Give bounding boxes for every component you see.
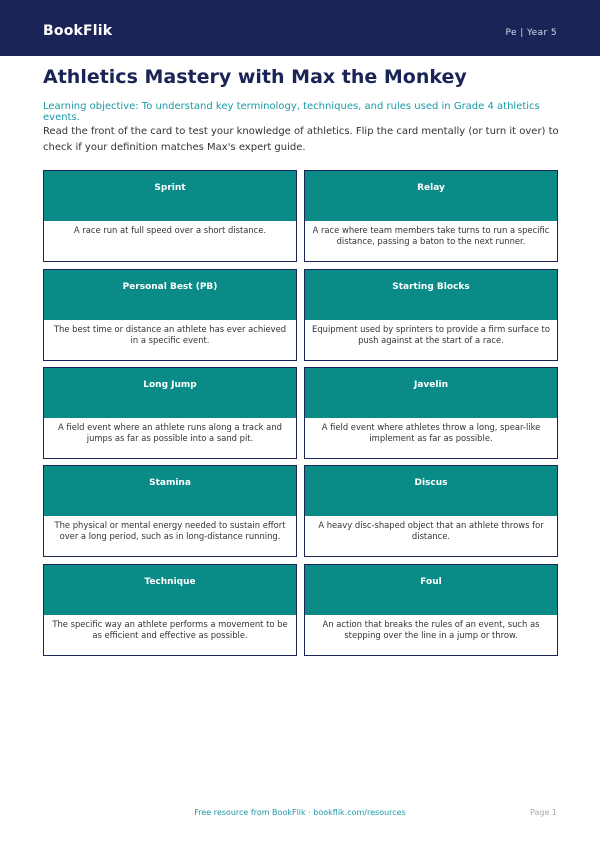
flashcard-personal-best[interactable] (43, 269, 297, 361)
card-term: Starting Blocks (305, 270, 557, 320)
card-term: Foul (305, 565, 557, 615)
card-definition: A field event where an athlete runs along a track and jumps as far as possible into a sand pit. (58, 422, 282, 444)
card-term: Stamina (44, 466, 296, 516)
top-header-bar (0, 0, 600, 56)
flashcard-technique[interactable] (43, 564, 297, 656)
card-definition: A heavy disc-shaped object that an athlete throws for distance. (318, 520, 544, 542)
subject-year-label: Pe | Year 5 (505, 28, 557, 38)
card-term: Technique (44, 565, 296, 615)
intro-text: Read the front of the card to test your knowledge of athletics. Flip the card mentally (or turn it over) to check if your definition matches Max's expert guide. (43, 126, 559, 153)
page-number: Page 1 (530, 808, 557, 817)
card-definition: A field event where athletes throw a long, spear-like implement as far as possible. (321, 422, 541, 444)
card-term: Long Jump (44, 368, 296, 418)
card-term: Javelin (305, 368, 557, 418)
brand-logo-text[interactable]: BookFlik (43, 23, 113, 39)
footer-resource-link[interactable]: Free resource from BookFlik · bookflik.com/resources (194, 808, 406, 817)
card-term: Discus (305, 466, 557, 516)
page-title: Athletics Mastery with Max the Monkey (43, 66, 467, 88)
card-definition: The specific way an athlete performs a movement to be as efficient and effective as possible. (52, 619, 288, 641)
flashcard-stamina[interactable] (43, 465, 297, 557)
card-definition: An action that breaks the rules of an event, such as stepping over the line in a jump or throw. (322, 619, 540, 641)
card-definition: The best time or distance an athlete has ever achieved in a specific event. (53, 324, 287, 346)
card-term: Sprint (44, 171, 296, 221)
card-definition: Equipment used by sprinters to provide a firm surface to push against at the start of a race. (312, 324, 550, 346)
flashcard-starting-blocks[interactable] (304, 269, 558, 361)
flashcard-long-jump[interactable] (43, 367, 297, 459)
card-definition: A race run at full speed over a short distance. (73, 225, 267, 235)
flashcard-sprint[interactable] (43, 170, 297, 262)
card-term: Personal Best (PB) (44, 270, 296, 320)
flashcard-relay[interactable] (304, 170, 558, 262)
card-term: Relay (305, 171, 557, 221)
card-definition: The physical or mental energy needed to sustain effort over a long period, such as in long-distance running. (54, 520, 286, 542)
card-definition: A race where team members take turns to run a specific distance, passing a baton to the next runner. (312, 225, 550, 247)
learning-objective: Learning objective: To understand key terminology, techniques, and rules used in Grade 4 athletics events. (43, 101, 540, 123)
flashcard-foul[interactable] (304, 564, 558, 656)
flashcard-discus[interactable] (304, 465, 558, 557)
flashcard-javelin[interactable] (304, 367, 558, 459)
